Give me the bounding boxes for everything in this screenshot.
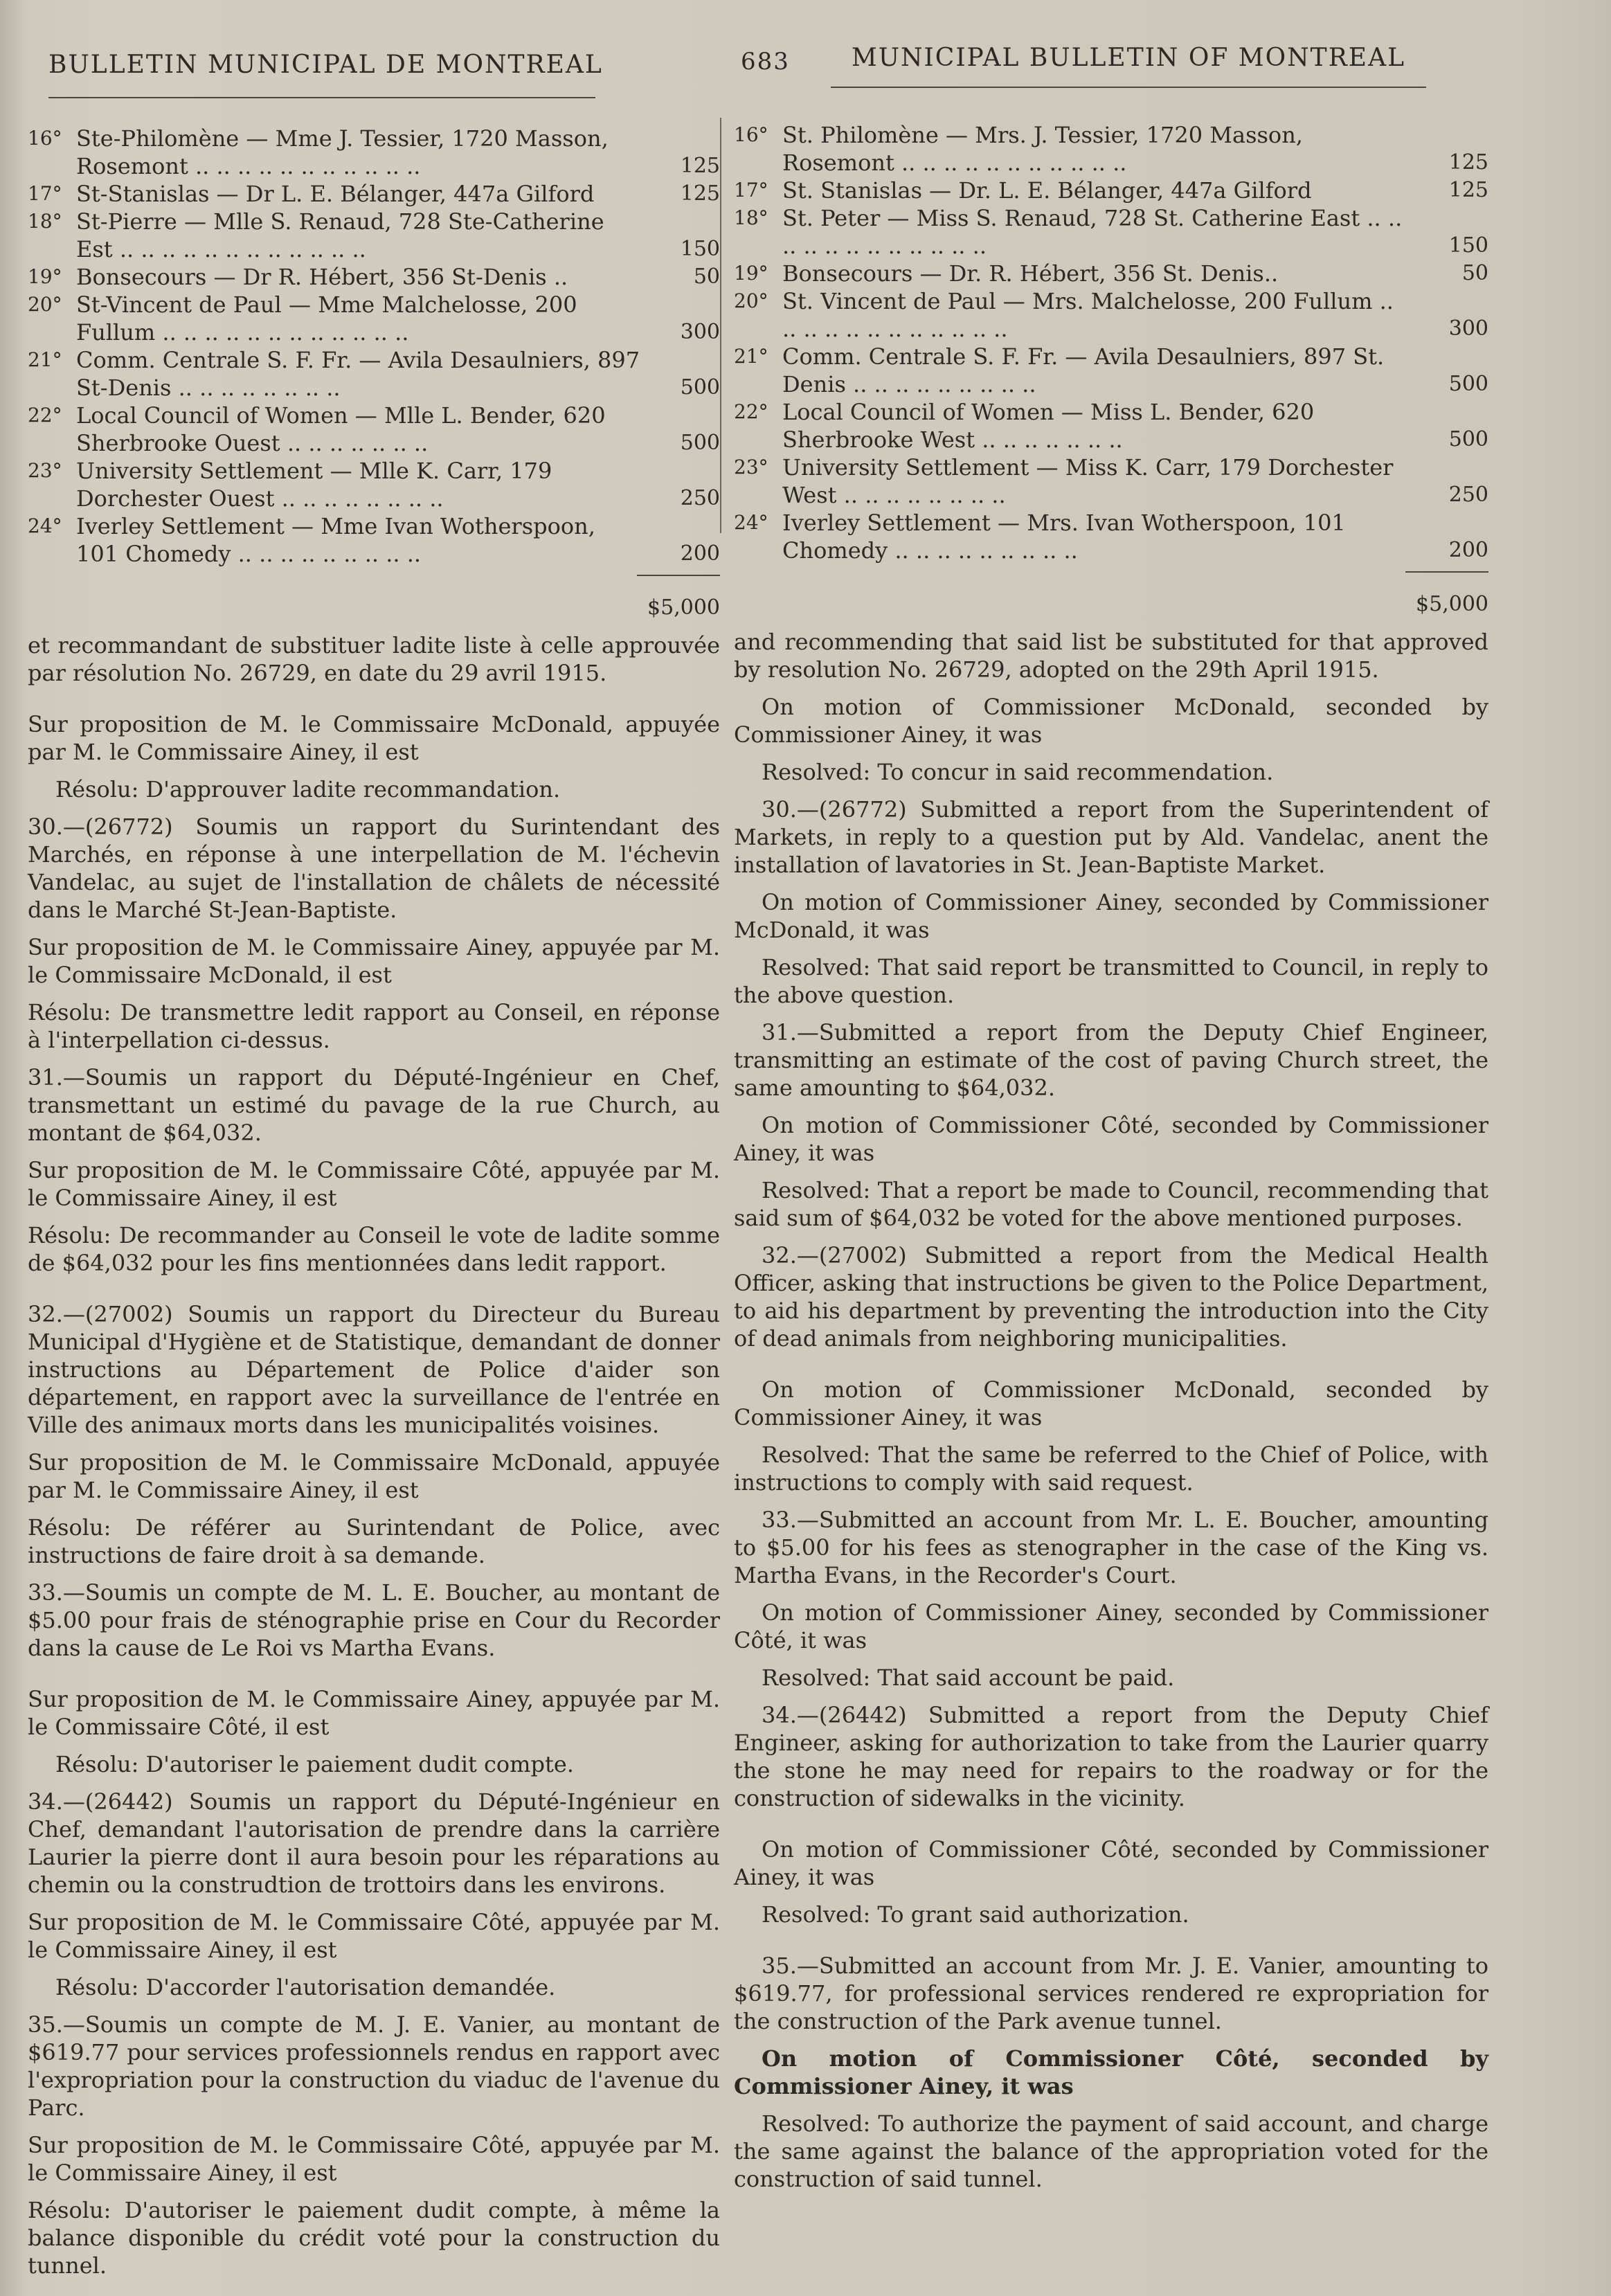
header-rule-left <box>48 97 595 98</box>
list-item: 22° Local Council of Women — Miss L. Bender, 620 Sherbrooke West .. .. .. .. .. .. .. 500 <box>734 399 1488 453</box>
list-item: 18° St. Peter — Miss S. Renaud, 728 St. Catherine East .. .. .. .. .. .. .. .. .. .. .. .. 150 <box>734 205 1488 259</box>
item-33: 33.—Soumis un compte de M. L. E. Boucher, au montant de $5.00 pour frais de sténographie prise en Cour du Recorder dans la cause de Le Roi vs Martha Evans. <box>28 1579 720 1661</box>
french-minutes <box>28 631 720 2279</box>
list-item: 22° Local Council of Women — Mlle L. Bender, 620 Sherbrooke Ouest .. .. .. .. .. .. .. 500 <box>28 402 720 456</box>
list-item: 23° University Settlement — Mlle K. Carr, 179 Dorchester Ouest .. .. .. .. .. .. .. .. 250 <box>28 458 720 512</box>
allocation-list-en <box>734 121 1488 618</box>
resolution: Resolved: To authorize the payment of said account, and charge the same against the balance of the appropriation voted for the construction of said tunnel. <box>734 2110 1488 2192</box>
resolution: Resolved: That said report be transmitted to Council, in reply to the above question. <box>734 954 1488 1008</box>
header-rule-right <box>831 87 1426 88</box>
list-item: 20° St. Vincent de Paul — Mrs. Malchelosse, 200 Fullum .. .. .. .. .. .. .. .. .. .. .. .. 300 <box>734 288 1488 342</box>
item-30: 30.—(26772) Submitted a report from the Superintendent of Markets, in reply to a question put by Ald. Vandelac, anent the installation of lavatories in St. Jean-Baptiste Market. <box>734 796 1488 878</box>
list-item: 16° Ste-Philomène — Mme J. Tessier, 1720 Masson, Rosemont .. .. .. .. .. .. .. .. .. .. .. 125 <box>28 125 720 179</box>
english-minutes <box>734 628 1488 2193</box>
item-33: 33.—Submitted an account from Mr. L. E. Boucher, amounting to $5.00 for his fees as stenographer in the case of the King vs. Martha Evans, in the Recorder's Court. <box>734 1507 1488 1588</box>
resolution: Resolved: That the same be referred to the Chief of Police, with instructions to comply with said request. <box>734 1442 1488 1496</box>
resolution: Résolu: D'approuver ladite recommandation. <box>55 776 561 802</box>
list-item: 18° St-Pierre — Mlle S. Renaud, 728 Ste-Catherine Est .. .. .. .. .. .. .. .. .. .. .. .. 150 <box>28 208 720 262</box>
list-total: $5,000 <box>647 595 720 620</box>
paragraph: On motion of Commissioner Ainey, seconded by Commissioner Côté, it was <box>734 1599 1488 1653</box>
list-item: 23° University Settlement — Miss K. Carr, 179 Dorchester West .. .. .. .. .. .. .. .. 250 <box>734 454 1488 508</box>
list-item: 20° St-Vincent de Paul — Mme Malchelosse, 200 Fullum .. .. .. .. .. .. .. .. .. .. .. .. 300 <box>28 292 720 346</box>
list-item: 24° Iverley Settlement — Mrs. Ivan Wotherspoon, 101 Chomedy .. .. .. .. .. .. .. .. .. 200 <box>734 510 1488 564</box>
list-item: 19° Bonsecours — Dr R. Hébert, 356 St-Denis .. 50 <box>28 264 720 290</box>
resolution: Resolved: To grant said authorization. <box>762 1901 1189 1928</box>
item-31: 31.—Submitted a report from the Deputy Chief Engineer, transmitting an estimate of the cost of paving Church street, the same amounting to $64,032. <box>734 1019 1488 1101</box>
item-34: 34.—(26442) Soumis un rapport du Député-Ingénieur en Chef, demandant l'autorisation de prendre dans la carrière Laurier la pierre dont il aura besoin pour les réparations au chemin ou la construdtion de trottoirs dans les environs. <box>28 1788 720 1898</box>
paragraph: and recommending that said list be substituted for that approved by resolution No. 26729, adopted on the 29th April 1915. <box>734 629 1488 683</box>
item-30: 30.—(26772) Soumis un rapport du Surintendant des Marchés, en réponse à une interpellation de M. l'échevin Vandelac, au sujet de l'installation de châlets de nécessité dans le Marché St-Jean-Baptiste. <box>28 814 720 923</box>
resolution: Résolu: De référer au Surintendant de Police, avec instructions de faire droit à sa demande. <box>28 1514 720 1568</box>
resolution: Resolved: To concur in said recommendation. <box>762 759 1274 785</box>
resolution: Résolu: D'autoriser le paiement dudit compte, à même la balance disponible du crédit voté pour la construction du tunnel. <box>28 2197 720 2279</box>
resolution: Resolved: That a report be made to Council, recommending that said sum of $64,032 be voted for the above mentioned purposes. <box>734 1177 1488 1231</box>
paragraph: On motion of Commissioner Côté, seconded by Commissioner Ainey, it was <box>734 2045 1488 2099</box>
paragraph: Sur proposition de M. le Commissaire Ainey, appuyée par M. le Commissaire Côté, il est <box>28 1686 720 1740</box>
paragraph: Sur proposition de M. le Commissaire Côté, appuyée par M. le Commissaire Ainey, il est <box>28 2132 720 2186</box>
french-column <box>28 125 720 2279</box>
paragraph: On motion of Commissioner Ainey, seconded by Commissioner McDonald, it was <box>734 889 1488 943</box>
paragraph: Sur proposition de M. le Commissaire Côté, appuyée par M. le Commissaire Ainey, il est <box>28 1909 720 1963</box>
paragraph: et recommandant de substituer ladite liste à celle approuvée par résolution No. 26729, en date du 29 avril 1915. <box>28 632 720 686</box>
paragraph: On motion of Commissioner McDonald, seconded by Commissioner Ainey, it was <box>734 1376 1488 1430</box>
total-rule <box>1405 571 1488 573</box>
item-35: 35.—Soumis un compte de M. J. E. Vanier, au montant de $619.77 pour services professionnels rendus en rapport avec l'expropriation pour la construction du viaduc de l'avenue du Parc. <box>28 2011 720 2121</box>
list-total: $5,000 <box>1416 592 1488 616</box>
resolution: Résolu: D'accorder l'autorisation demandée. <box>55 1974 556 2000</box>
paragraph: On motion of Commissioner Côté, seconded by Commissioner Ainey, it was <box>734 1112 1488 1166</box>
resolution: Résolu: De transmettre ledit rapport au Conseil, en réponse à l'interpellation ci-dessus. <box>28 999 720 1053</box>
paragraph: On motion of Commissioner Côté, seconded by Commissioner Ainey, it was <box>734 1836 1488 1890</box>
item-32: 32.—(27002) Soumis un rapport du Directeur du Bureau Municipal d'Hygiène et de Statistique, demandant de donner instructions au Département de Police d'aider son département, en rapport avec la surveillance de l'entrée en Ville des animaux morts dans les municipalités voisines. <box>28 1301 720 1438</box>
item-31: 31.—Soumis un rapport du Député-Ingénieur en Chef, transmettant un estimé du pavage de la rue Church, au montant de $64,032. <box>28 1064 720 1146</box>
list-item: 21° Comm. Centrale S. F. Fr. — Avila Desaulniers, 897 St. Denis .. .. .. .. .. .. .. .. .. 500 <box>734 343 1488 397</box>
paragraph: On motion of Commissioner McDonald, seconded by Commissioner Ainey, it was <box>734 694 1488 748</box>
paragraph: Sur proposition de M. le Commissaire Ainey, appuyée par M. le Commissaire McDonald, il est <box>28 934 720 988</box>
page-number: 683 <box>741 48 790 75</box>
total-rule <box>637 575 720 576</box>
english-column <box>734 121 1488 2193</box>
resolution: Résolu: D'autoriser le paiement dudit compte. <box>55 1751 574 1777</box>
item-34: 34.—(26442) Submitted a report from the Deputy Chief Engineer, asking for authorization to take from the Laurier quarry the stone he may need for repairs to the roadway or for the construction of sidewalks in the vicinity. <box>734 1702 1488 1811</box>
list-item: 19° Bonsecours — Dr. R. Hébert, 356 St. Denis.. 50 <box>734 260 1488 287</box>
paragraph: Sur proposition de M. le Commissaire McDonald, appuyée par M. le Commissaire Ainey, il est <box>28 711 720 765</box>
page-header <box>48 38 1405 87</box>
paragraph: Sur proposition de M. le Commissaire McDonald, appuyée par M. le Commissaire Ainey, il est <box>28 1449 720 1503</box>
header-french-title: BULLETIN MUNICIPAL DE MONTREAL <box>48 51 603 79</box>
list-item: 24° Iverley Settlement — Mme Ivan Wotherspoon, 101 Chomedy .. .. .. .. .. .. .. .. .. 200 <box>28 513 720 567</box>
column-divider <box>720 118 721 533</box>
list-item: 16° St. Philomène — Mrs. J. Tessier, 1720 Masson, Rosemont .. .. .. .. .. .. .. .. .. .. .. 125 <box>734 122 1488 176</box>
list-item: 21° Comm. Centrale S. F. Fr. — Avila Desaulniers, 897 St-Denis .. .. .. .. .. .. .. .. 500 <box>28 347 720 401</box>
header-english-title: MUNICIPAL BULLETIN OF MONTREAL <box>851 44 1405 72</box>
item-32: 32.—(27002) Submitted a report from the Medical Health Officer, asking that instructions be given to the Police Department, to aid his department by preventing the introduction into the City of dead animals from neighboring municipalities. <box>734 1242 1488 1352</box>
list-item: 17° St-Stanislas — Dr L. E. Bélanger, 447a Gilford 125 <box>28 181 720 207</box>
resolution: Résolu: De recommander au Conseil le vote de ladite somme de $64,032 pour les fins mentionnées dans ledit rapport. <box>28 1222 720 1276</box>
allocation-list-fr <box>28 125 720 622</box>
resolution: Resolved: That said account be paid. <box>762 1665 1175 1691</box>
list-item: 17° St. Stanislas — Dr. L. E. Bélanger, 447a Gilford 125 <box>734 177 1488 204</box>
item-35: 35.—Submitted an account from Mr. J. E. Vanier, amounting to $619.77, for professional services rendered re expropriation for the construction of the Park avenue tunnel. <box>734 1953 1488 2034</box>
paragraph: Sur proposition de M. le Commissaire Côté, appuyée par M. le Commissaire Ainey, il est <box>28 1157 720 1211</box>
